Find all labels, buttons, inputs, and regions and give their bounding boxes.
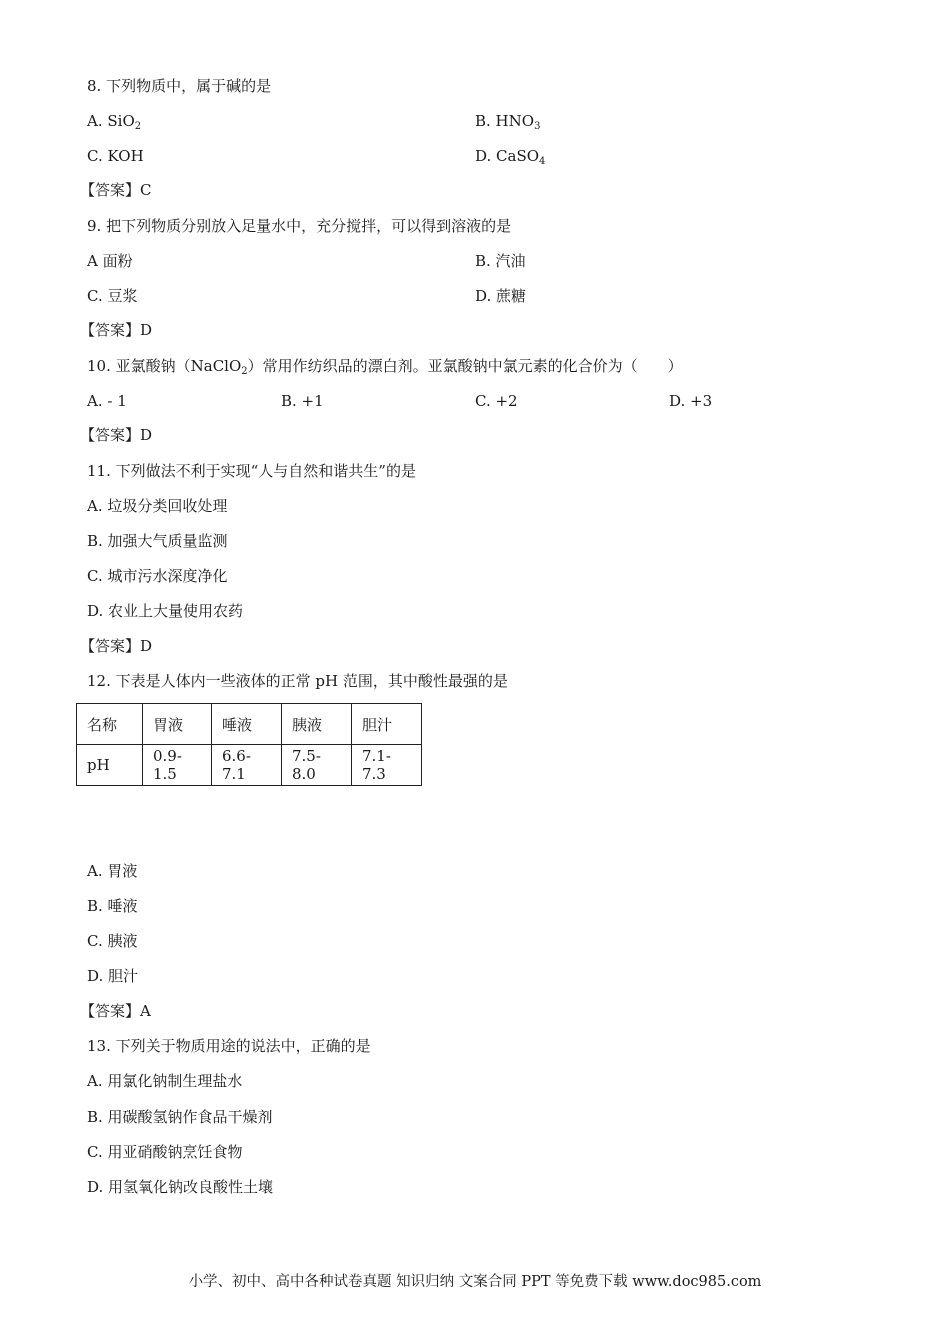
table-cell: 名称: [77, 704, 143, 745]
q9-option-c: C. 豆浆: [87, 287, 138, 305]
table-cell: 0.9-1.5: [143, 745, 212, 786]
table-cell: 7.1-7.3: [352, 745, 422, 786]
q9-answer: 【答案】D: [80, 321, 153, 339]
q12-option-b: B. 唾液: [87, 897, 138, 915]
table-header-row: [77, 704, 422, 745]
page-footer: 小学、初中、高中各种试卷真题 知识归纳 文案合同 PPT 等免费下载 www.doc985.com: [188, 1274, 762, 1290]
q13-option-d: D. 用氢氧化钠改良酸性土壤: [87, 1178, 274, 1196]
q9-option-a: A 面粉: [87, 252, 133, 270]
q9-option-d: D. 蔗糖: [475, 287, 527, 305]
q8-option-d: D. CaSO$_4$: [475, 147, 546, 167]
q9-option-b: B. 汽油: [475, 252, 526, 270]
q9-stem: 9. 把下列物质分别放入足量水中，充分搅拌，可以得到溶液的是: [87, 217, 512, 235]
table-cell: pH: [77, 745, 143, 786]
q12-answer: 【答案】A: [80, 1002, 151, 1020]
q10-option-c: C. +2: [475, 392, 518, 410]
q8-option-a: A. SiO$_2$: [87, 112, 142, 132]
table-row: [77, 745, 422, 786]
table-cell: 7.5-8.0: [282, 745, 352, 786]
q11-option-b: B. 加强大气质量监测: [87, 532, 228, 550]
q11-option-c: C. 城市污水深度净化: [87, 567, 228, 585]
q8-option-c: C. KOH: [87, 147, 144, 165]
q8-option-b: B. $HNO_3$: [475, 112, 541, 132]
table-cell: 胃液: [143, 704, 212, 745]
q10-answer: 【答案】D: [80, 426, 153, 444]
q10-option-b: B. +1: [281, 392, 324, 410]
q8-stem: 8. 下列物质中，属于碱的是: [87, 77, 272, 95]
q12-option-d: D. 胆汁: [87, 967, 139, 985]
q11-answer: 【答案】D: [80, 637, 153, 655]
q12-option-c: C. 胰液: [87, 932, 138, 950]
table-cell: 胰液: [282, 704, 352, 745]
q11-option-a: A. 垃圾分类回收处理: [87, 497, 228, 515]
q13-option-a: A. 用氯化钠制生理盐水: [87, 1072, 243, 1090]
q13-stem: 13. 下列关于物质用途的说法中，正确的是: [87, 1037, 371, 1055]
table-cell: 6.6-7.1: [212, 745, 282, 786]
q11-option-d: D. 农业上大量使用农药: [87, 602, 244, 620]
q11-stem: 11. 下列做法不利于实现“人与自然和谐共生”的是: [87, 462, 416, 480]
ph-table: [76, 703, 422, 786]
q13-option-b: B. 用碳酸氢钠作食品干燥剂: [87, 1108, 273, 1126]
q10-stem: 10. 亚氯酸钠（NaClO$_2$）常用作纺织品的漂白剂。亚氯酸钠中氯元素的化合价为（ ）: [87, 357, 683, 377]
q12-option-a: A. 胃液: [87, 862, 138, 880]
q8-answer: 【答案】C: [80, 181, 152, 199]
q10-option-a: A. - 1: [87, 392, 127, 410]
q13-option-c: C. 用亚硝酸钠烹饪食物: [87, 1143, 243, 1161]
q12-stem: 12. 下表是人体内一些液体的正常 pH 范围，其中酸性最强的是: [87, 672, 508, 690]
table-cell: 唾液: [212, 704, 282, 745]
table-cell: 胆汁: [352, 704, 422, 745]
q10-option-d: D. +3: [669, 392, 713, 410]
